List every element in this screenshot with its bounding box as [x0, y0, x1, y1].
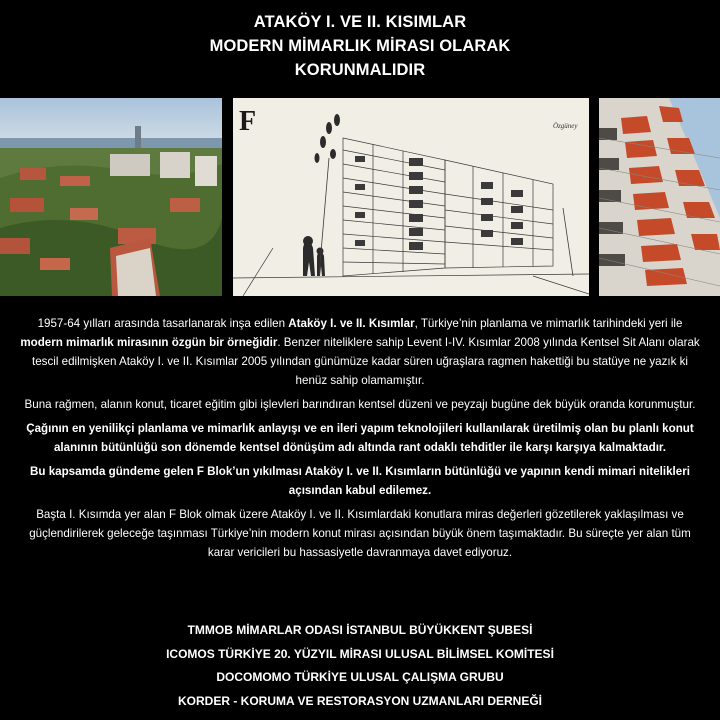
aerial-photo	[0, 98, 222, 296]
organization-4: KORDER - KORUMA VE RESTORASYON UZMANLARI DERNEĞİ	[177, 693, 542, 708]
poster-title	[0, 10, 720, 82]
organization-1: TMMOB MİMARLAR ODASI İSTANBUL BÜYÜKKENT ŞUBESİ	[187, 623, 533, 637]
title-line-3: KORUNMALIDIR	[294, 61, 426, 79]
p1-bold-b: Ataköy I. ve II. Kısımlar	[288, 317, 415, 330]
title-line-1: ATAKÖY I. VE II. KISIMLAR	[253, 13, 467, 31]
facade-photo	[599, 98, 720, 296]
paragraph-5: Başta I. Kısımda yer alan F Blok olmak üzere Ataköy I. ve II. Kısımlardaki konutlara miras değerleri gözetilerek yaklaşılması ve güçlendirilerek geleceğe taşınması Türkiye’nin modern konut mirası açısından büyük önem taşımaktadır. Bu süreçte yer alan tüm karar vericileri bu hassasiyetle davranmaya davet ediyoruz.	[29, 508, 691, 559]
sketch-signature: Özgüney	[553, 122, 578, 130]
signatory-organizations	[0, 619, 720, 713]
paragraph-2: Buna rağmen, alanın konut, ticaret eğitim gibi işlevleri barındıran kentsel düzeni ve peyzajı bugüne dek büyük oranda korunmuştur.	[24, 398, 696, 411]
p1-bold-d: modern mimarlık mirasının özgün bir örneğidir	[20, 336, 278, 349]
paragraph-1	[18, 314, 702, 390]
paragraph-4: Bu kapsamda gündeme gelen F Blok’un yıkılması Ataköy I. ve II. Kısımların bütünlüğü ve yapının kendi mimari nitelikleri açısından kabul edilemez.	[30, 465, 690, 497]
photo-strip	[0, 98, 720, 296]
statement-body	[18, 314, 702, 567]
p1-text-e: . Benzer niteliklere sahip Levent I-IV. Kısımlar 2008 yılında Kentsel Sit Alanı olarak tescil edilmişken Ataköy I. ve II. Kısımlar 2005 yılından günümüze kadar süren uğraşlara ragmen hakettiği bu statüye ne yazık ki henüz sahip olamamıştır.	[31, 336, 700, 387]
organization-2: ICOMOS TÜRKİYE 20. YÜZYIL MİRASI ULUSAL BİLİMSEL KOMİTESİ	[166, 646, 554, 661]
paragraph-3: Çağının en yenilikçi planlama ve mimarlık anlayışı ve en ileri yapım teknolojileri kullanılarak üretilmiş olan bu planlı konut alanının bütünlüğü son dönemde kentsel dönüşüm adı altında rant odaklı tehditler ile karşı karşıya kalmaktadır.	[26, 422, 694, 454]
p1-text-c: , Türkiye’nin planlama ve mimarlık tarihindeki yeri ile	[414, 317, 683, 330]
p1-text-a: 1957-64 yılları arasında tasarlanarak inşa edilen	[37, 317, 289, 330]
sketch-letter: F	[239, 106, 257, 137]
architectural-sketch	[233, 98, 589, 296]
title-line-2: MODERN MİMARLIK MİRASI OLARAK	[209, 37, 511, 55]
organization-3: DOCOMOMO TÜRKİYE ULUSAL ÇALIŞMA GRUBU	[216, 670, 504, 684]
